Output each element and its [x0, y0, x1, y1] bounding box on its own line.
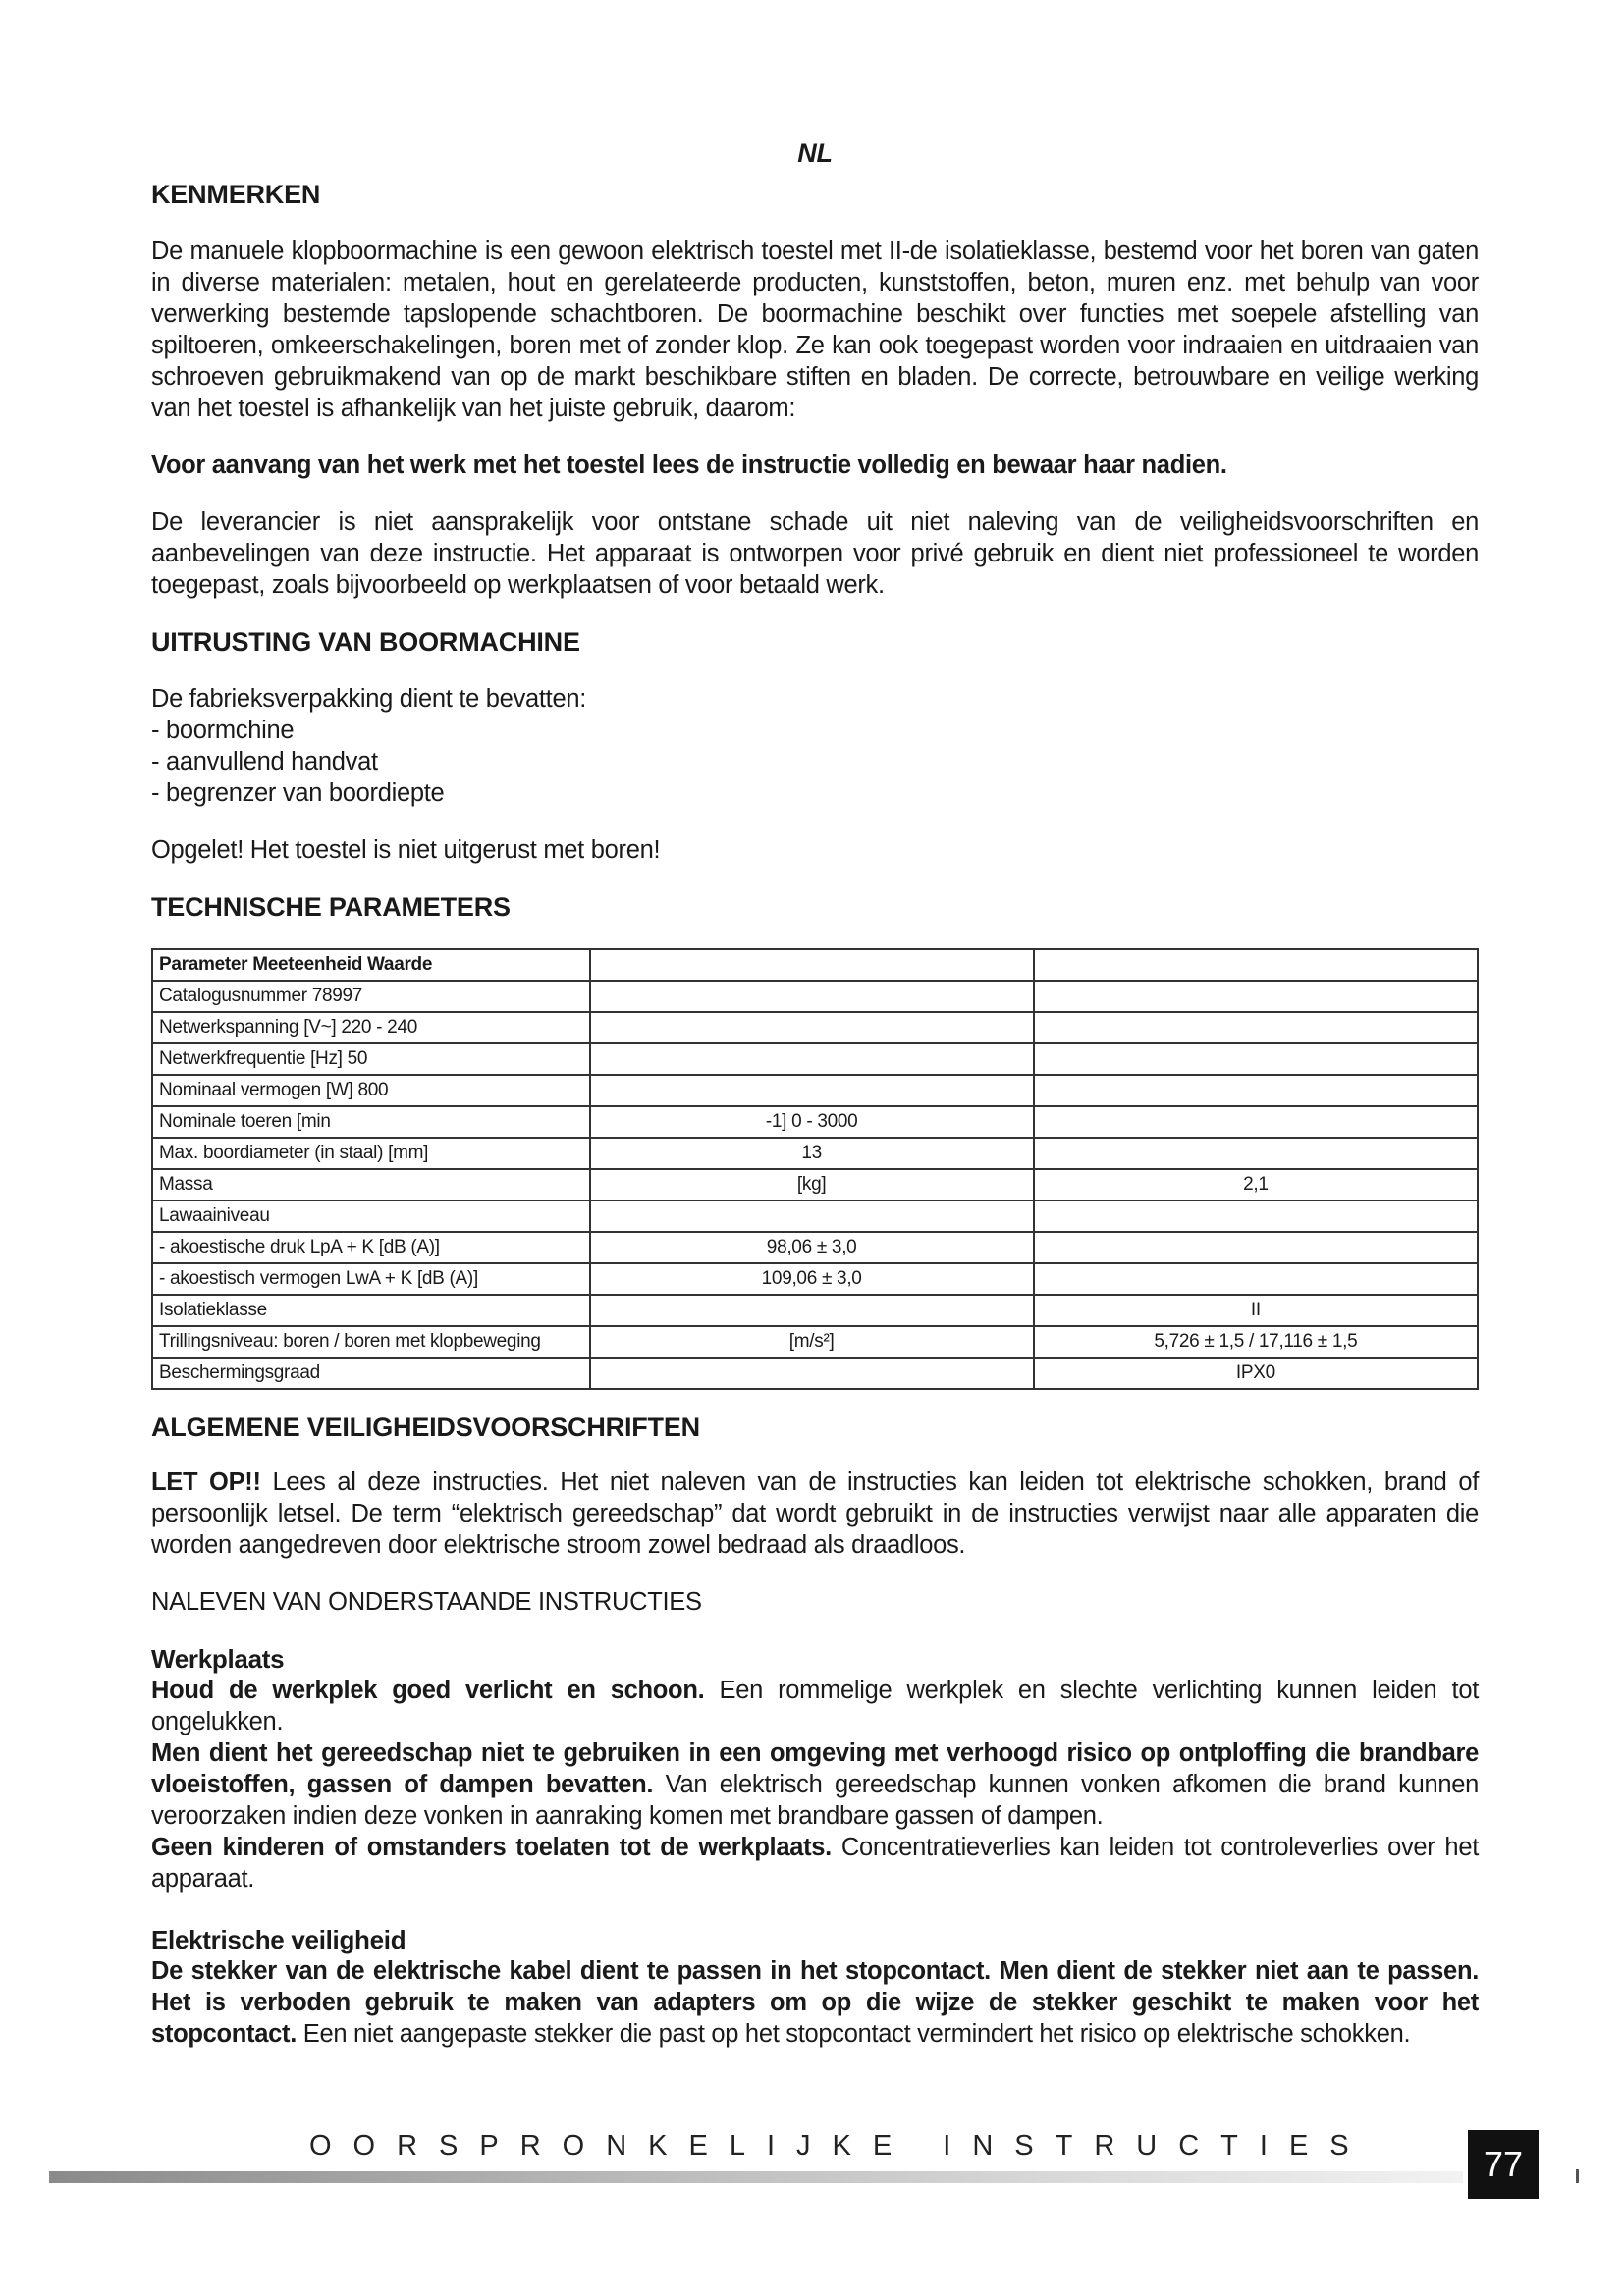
- table-cell: [1034, 1106, 1478, 1138]
- table-cell: [1034, 1012, 1478, 1043]
- table-cell: Beschermingsgraad: [152, 1358, 590, 1389]
- parameters-table: [151, 948, 1479, 1390]
- table-row: [152, 1295, 1478, 1326]
- table-row: [152, 1138, 1478, 1169]
- technische-heading: TECHNISCHE PARAMETERS: [151, 892, 511, 922]
- table-cell: [590, 1201, 1034, 1232]
- table-cell: [1034, 1232, 1478, 1263]
- edge-mark: [1576, 2169, 1579, 2183]
- equipment-intro: De fabrieksverpakking dient te bevatten:: [151, 685, 587, 713]
- table-cell: Trillingsniveau: boren / boren met klopbeweging: [152, 1326, 590, 1358]
- elektrische-heading: Elektrische veiligheid: [151, 1925, 406, 1954]
- table-cell: [1034, 1138, 1478, 1169]
- werkplaats-p1-text: Een rommelige werkplek en slechte verlichting kunnen leiden tot ongelukken.: [151, 1677, 1479, 1735]
- elektrische-section: [151, 1924, 1479, 2050]
- table-row: [152, 1106, 1478, 1138]
- table-cell: Netwerkfrequentie [Hz] 50: [152, 1043, 590, 1075]
- werkplaats-p3-bold: Geen kinderen of omstanders toelaten tot de werkplaats.: [151, 1834, 832, 1861]
- elektrische-p1-bold: De stekker van de elektrische kabel dient te passen in het stopcontact. Men dient de stekker niet aan te passen. Het is verboden gebruik te maken van adapters om op die wijze de stekker geschikt te maken voor het stopcontact.: [151, 1957, 1479, 2048]
- table-cell: [590, 1295, 1034, 1326]
- liability-paragraph: De leverancier is niet aansprakelijk voor ontstane schade uit niet naleving van de veiligheidsvoorschriften en aanbevelingen van deze instructie. Het apparaat is ontworpen voor privé gebruik en dient niet professioneel te worden toegepast, zoals bijvoorbeeld op werkplaatsen of voor betaald werk.: [151, 508, 1479, 599]
- table-row: [152, 981, 1478, 1012]
- table-cell: [1034, 1263, 1478, 1295]
- table-cell: - akoestische druk LpA + K [dB (A)]: [152, 1232, 590, 1263]
- kenmerken-heading: KENMERKEN: [151, 180, 321, 209]
- werkplaats-paragraph-2: [151, 1737, 1479, 1832]
- werkplaats-p2-bold: Men dient het gereedschap niet te gebruiken in een omgeving met verhoogd risico op ontploffing die brandbare vloeistoffen, gassen of dampen bevatten.: [151, 1739, 1479, 1798]
- equipment-note: Opgelet! Het toestel is niet uitgerust met boren!: [151, 836, 661, 864]
- document-page: [151, 137, 1479, 2050]
- table-row: [152, 1358, 1478, 1389]
- table-cell: [1034, 1043, 1478, 1075]
- table-cell: 109,06 ± 3,0: [590, 1263, 1034, 1295]
- list-item: - aanvullend handvat: [151, 746, 1479, 777]
- list-item: - begrenzer van boordiepte: [151, 777, 1479, 809]
- table-cell: Netwerkspanning [V~] 220 - 240: [152, 1012, 590, 1043]
- letop-paragraph: [151, 1467, 1479, 1561]
- table-cell: [590, 949, 1034, 981]
- kenmerken-body: De manuele klopboormachine is een gewoon elektrisch toestel met II-de isolatieklasse, bestemd voor het boren van gaten in diverse materialen: metalen, hout en gerelateerde producten, kunststoffen, beton, muren enz. met behulp van voor verwerking bestemde tapslopende schachtboren. De boormachine beschikt over functies met soepele afstelling van spiltoeren, omkeerschakelingen, boren met of zonder klop. Ze kan ook toegepast worden voor indraaien en uitdraaien van schroeven gebruikmakend van op de markt beschikbare stiften en bladen. De correcte, betrouwbare en veilige werking van het toestel is afhankelijk van het juiste gebruik, daarom:: [151, 238, 1479, 422]
- algemene-heading: ALGEMENE VEILIGHEIDSVOORSCHRIFTEN: [151, 1413, 700, 1442]
- footer-bar: [49, 2171, 1463, 2183]
- werkplaats-p3-text: Concentratieverlies kan leiden tot controleverlies over het apparaat.: [151, 1834, 1479, 1893]
- table-cell: [590, 1012, 1034, 1043]
- table-cell: Massa: [152, 1169, 590, 1201]
- table-cell: 5,726 ± 1,5 / 17,116 ± 1,5: [1034, 1326, 1478, 1358]
- equipment-list: [151, 715, 1479, 809]
- table-row: [152, 949, 1478, 981]
- equipment-block: [151, 683, 1479, 809]
- table-cell: IPX0: [1034, 1358, 1478, 1389]
- table-cell: -1] 0 - 3000: [590, 1106, 1034, 1138]
- letop-text: Lees al deze instructies. Het niet naleven van de instructies kan leiden tot elektrische schokken, brand of persoonlijk letsel. De term “elektrisch gereedschap” dat wordt gebruikt in de instructies verwijst naar alle apparaten die worden aangedreven door elektrische stroom zowel bedraad als draadloos.: [151, 1468, 1479, 1559]
- table-row: [152, 1201, 1478, 1232]
- table-cell: Max. boordiameter (in staal) [mm]: [152, 1138, 590, 1169]
- table-row: [152, 1169, 1478, 1201]
- werkplaats-section: [151, 1643, 1479, 1895]
- table-cell: Lawaainiveau: [152, 1201, 590, 1232]
- letop-label: LET OP!!: [151, 1468, 261, 1496]
- table-cell: II: [1034, 1295, 1478, 1326]
- footer-title: OORSPRONKELIJKE INSTRUCTIES: [309, 2130, 1371, 2162]
- elektrische-p1-text: Een niet aangepaste stekker die past op het stopcontact vermindert het risico op elektrische schokken.: [297, 2020, 1411, 2048]
- table-row: [152, 1075, 1478, 1106]
- instruction-note: Voor aanvang van het werk met het toestel lees de instructie volledig en bewaar haar nadien.: [151, 452, 1227, 479]
- table-cell: Catalogusnummer 78997: [152, 981, 590, 1012]
- table-cell: 2,1: [1034, 1169, 1478, 1201]
- page-number: 77: [1468, 2130, 1539, 2199]
- table-row: [152, 1326, 1478, 1358]
- uitrusting-heading: UITRUSTING VAN BOORMACHINE: [151, 627, 580, 657]
- table-cell: [1034, 1075, 1478, 1106]
- language-label: NL: [797, 138, 833, 168]
- table-cell: [590, 981, 1034, 1012]
- page-footer: [0, 2130, 1624, 2209]
- table-cell: [kg]: [590, 1169, 1034, 1201]
- table-row: [152, 1043, 1478, 1075]
- werkplaats-paragraph-1: [151, 1675, 1479, 1737]
- table-cell: [590, 1075, 1034, 1106]
- table-cell: [1034, 1201, 1478, 1232]
- table-cell: 98,06 ± 3,0: [590, 1232, 1034, 1263]
- table-row: [152, 1012, 1478, 1043]
- elektrische-paragraph-1: [151, 1955, 1479, 2050]
- table-cell: Parameter Meeteenheid Waarde: [152, 949, 590, 981]
- table-cell: 13: [590, 1138, 1034, 1169]
- table-row: [152, 1263, 1478, 1295]
- table-cell: [1034, 981, 1478, 1012]
- table-row: [152, 1232, 1478, 1263]
- table-cell: [590, 1358, 1034, 1389]
- table-cell: [590, 1043, 1034, 1075]
- table-cell: Nominale toeren [min: [152, 1106, 590, 1138]
- table-cell: - akoestisch vermogen LwA + K [dB (A)]: [152, 1263, 590, 1295]
- werkplaats-p2-text: Van elektrisch gereedschap kunnen vonken afkomen die brand kunnen veroorzaken indien deze vonken in aanraking komen met brandbare gassen of dampen.: [151, 1771, 1479, 1830]
- table-cell: [1034, 949, 1478, 981]
- werkplaats-p1-bold: Houd de werkplek goed verlicht en schoon.: [151, 1677, 705, 1704]
- table-cell: Nominaal vermogen [W] 800: [152, 1075, 590, 1106]
- naleven-heading: NALEVEN VAN ONDERSTAANDE INSTRUCTIES: [151, 1588, 702, 1616]
- table-cell: Isolatieklasse: [152, 1295, 590, 1326]
- werkplaats-heading: Werkplaats: [151, 1644, 285, 1674]
- list-item: - boormchine: [151, 715, 1479, 746]
- werkplaats-paragraph-3: [151, 1832, 1479, 1895]
- table-cell: [m/s²]: [590, 1326, 1034, 1358]
